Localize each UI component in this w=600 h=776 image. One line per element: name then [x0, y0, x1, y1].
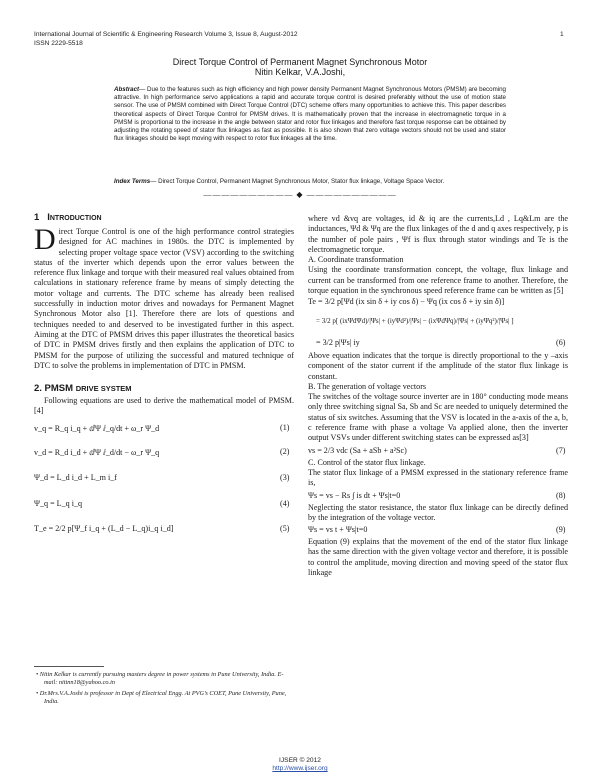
subsection-b-title: B. The generation of voltage vectors — [308, 381, 427, 391]
right-column — [308, 214, 568, 578]
equation-1: v_q = R_q i_q + ⅆΨ ⅈ_q/dt + ω_r Ψ_d — [34, 423, 160, 433]
equation-te: Te = 3/2 p[Ψd (ix sin δ + iy cos δ) − Ψq (ix cos δ + iy sin δ)] — [308, 297, 505, 307]
section1-number: 1 — [34, 212, 40, 223]
journal-header: International Journal of Scientific & Engineering Research Volume 3, Issue 8, August-2012 — [34, 31, 298, 38]
section1-body: irect Torque Control is one of the high performance control strategies designed for AC machines in 1980s. the DTC is implemented by selecting proper voltage space vector (VSV) according to the switching status of the inverter which depends upon the error values between the reference flux linkage and torque with their measured real values obtained from calculations in stationary reference frame by means of simply detecting the motor voltage and currents. The DTC scheme has already been realised successfully in induction motor drives and nowadays for Permanent Magnet Synchronous Motor also [1]. Therefore there are lots of questions and techniques needed to and deserved to be investigated further in this aspect. Aiming at the DTC of PMSM drives this paper illustrates the theoretical basics of DTC in PMSM drives firstly and then explains the application of DTC to PMSM for the purpose of utilizing the successful and matured technique of DTC to solve the problems in implementation of DTC in PMSM. — [34, 227, 294, 370]
index-terms — [114, 178, 506, 186]
footnotes — [34, 666, 289, 706]
equation-block — [34, 423, 294, 551]
abstract — [114, 86, 506, 143]
footnote-1-text: Nitin Kelkar is currently pursuing masters degree in power systems in Pune University, India. E-mail: nitinn18@yahoo.co.in — [39, 671, 284, 686]
equation-4-number: (4) — [280, 498, 290, 508]
equation-7-number: (7) — [556, 445, 566, 455]
equation-2: v_d = R_d i_d + ⅆΨ ⅈ_d/dt − ω_r Ψ_q — [34, 447, 160, 457]
page-number: 1 — [560, 31, 564, 38]
index-terms-text: — Direct Torque Control, Permanent Magnet Synchronous Motor, Stator flux linkage, Voltage Space Vector. — [150, 178, 445, 185]
index-terms-label: Index Terms — [114, 178, 151, 185]
section1-paragraph — [34, 223, 294, 371]
footnote-1: • Nitin Kelkar is currently pursuing masters degree in power systems in Pune University, India. E-mail: nitinn18@yahoo.co.in — [36, 671, 284, 686]
section1-heading — [34, 212, 294, 223]
equation-1-number: (1) — [280, 422, 290, 432]
equation-expansion: = 3/2 p[ (ixΨdΨd)/|Ψs| + (iyΨd²)/|Ψs| − (ixΨdΨq)/|Ψs| + (iyΨq²)/|Ψs| ] — [316, 316, 514, 325]
equation-4: Ψ_q = L_q i_q — [34, 498, 83, 508]
equation-6-row — [316, 338, 568, 349]
footnote-rule — [34, 666, 104, 667]
equation-9-explanation: Equation (9) explains that the movement of the end of the stator flux linkage has the same direction with the given voltage vector and therefore, it is possible to control the amplitude, moving direction and moving speed of the stator flux linkage — [308, 537, 568, 578]
equation-8-row — [308, 491, 568, 503]
subsection-a-title: A. Coordinate transformation — [308, 255, 404, 265]
section1-title: Introduction — [47, 212, 102, 223]
symbol-definitions: where vd &vq are voltages, id & iq are the currents,Ld , Lq&Lm are the inductances, Ψd & Ψq are the flux linkages of the d and q axes respectively, p is the number of pole pairs , Ψf is flux through stator windings and Te is the electromagnetic torque. — [308, 214, 568, 254]
equation-6-explanation: Above equation indicates that the torque is directly proportional to the y –axis component of the stator current if the amplitude of the stator flux linkage is constant. — [308, 350, 568, 381]
equation-8-number: (8) — [556, 490, 566, 500]
subsection-b-text: The switches of the voltage source inverter are in 180° conducting mode means only three switching signal Sa, Sb and Sc are needed to uniquely determined the status of six switches. Assuming that the VSV is located in the a-axis of the a, b, c reference frame with phase a voltage Va applied alone, then the inverter output VSVs under different switching states can be expressed as[3] — [308, 392, 568, 443]
equation-9-row — [308, 525, 568, 537]
abstract-label: Abstract — [114, 86, 140, 93]
equation-9-number: (9) — [556, 525, 566, 535]
paper-authors: Nitin Kelkar, V.A.Joshi, — [254, 67, 346, 77]
equation-7: vs = 2/3 vdc (Sa + aSb + a²Sc) — [308, 445, 407, 455]
left-column — [34, 212, 294, 551]
equation-7-row — [308, 446, 568, 458]
equation-5-number: (5) — [280, 523, 290, 533]
paper-title: Direct Torque Control of Permanent Magnet Synchronous Motor — [172, 57, 428, 67]
section2-number: 2. PMSM — [34, 383, 74, 395]
section2-heading — [34, 383, 294, 394]
section2-intro: Following equations are used to derive the mathematical model of PMSM. [4] — [34, 396, 294, 416]
subsection-c-title: C. Control of the stator flux linkage. — [308, 457, 426, 467]
equation-3: Ψ_d = L_d i_d + L_m i_f — [34, 472, 117, 482]
equation-3-number: (3) — [280, 472, 290, 482]
abstract-text: — Due to the features such as high efficiency and high power density Permanent Magnet Synchronous Motors (PMSM) are becoming attractive. In high performance servo applications a rapid and accurate torque control is desired preferably without the use of motion state sensor. The use of PMSM combined with Direct Torque Control (DTC) scheme offers many opportunities to achieve this. This paper describes theoretical aspects of Direct Torque Control for PMSM drives. It is mathematically proven that the increase in electromagnetic torque in a PMSM is proportional to the increase in the angle between stator and rotor flux linkages and therefore fast torque response can be obtained by adjusting the rotating speed of stator flux linkages as fast as possible. It is also shown that zero voltage vectors should not be used and stator flux linkages should be kept moving with respect to rotor flux linkages all the time. — [114, 86, 506, 143]
equation-8: Ψs = vs − Rs ∫ is dt + Ψs|t=0 — [308, 490, 401, 500]
subsection-a-text: Using the coordinate transformation concept, the voltage, flux linkage and current can be transformed from one reference frame to another. Therefore, the torque equation in the synchronous speed reference frame can be written as [5] — [308, 265, 568, 296]
section2-title: DRIVE SYSTEM — [75, 384, 132, 394]
footnote-2: • Dr.Mrs.V.A.Joshi is professor in Dept of Electrical Engg. At PVG’s COET, Pune University, Pune, India. — [36, 690, 287, 705]
equation-8-explanation: Neglecting the stator resistance, the stator flux linkage can be directly defined by the integration of the voltage vector. — [308, 502, 568, 522]
section-divider: —————————— ◆ —————————— — [203, 190, 397, 199]
equation-9: Ψs = vs t + Ψs|t=0 — [308, 525, 368, 535]
equation-2-number: (2) — [280, 446, 290, 456]
equation-6: = 3/2 p|Ψs| iy — [316, 337, 360, 347]
footnote-2-text: Dr.Mrs.V.A.Joshi is professor in Dept of Electrical Engg. At PVG’s COET, Pune University, Pune, India. — [39, 690, 287, 705]
footer-url-link[interactable]: http://www.ijser.org — [272, 765, 328, 772]
footer-copyright: IJSER © 2012 — [279, 757, 321, 764]
drop-cap: D — [34, 223, 56, 256]
equation-5: T_e = 2/2 p[Ψ_f i_q + (L_d − L_q)i_q i_d] — [34, 523, 174, 533]
subsection-c-text: The stator flux linkage of a PMSM expressed in the stationary reference frame is, — [308, 467, 568, 488]
equation-6-number: (6) — [556, 337, 566, 347]
issn: ISSN 2229-5518 — [34, 40, 83, 47]
